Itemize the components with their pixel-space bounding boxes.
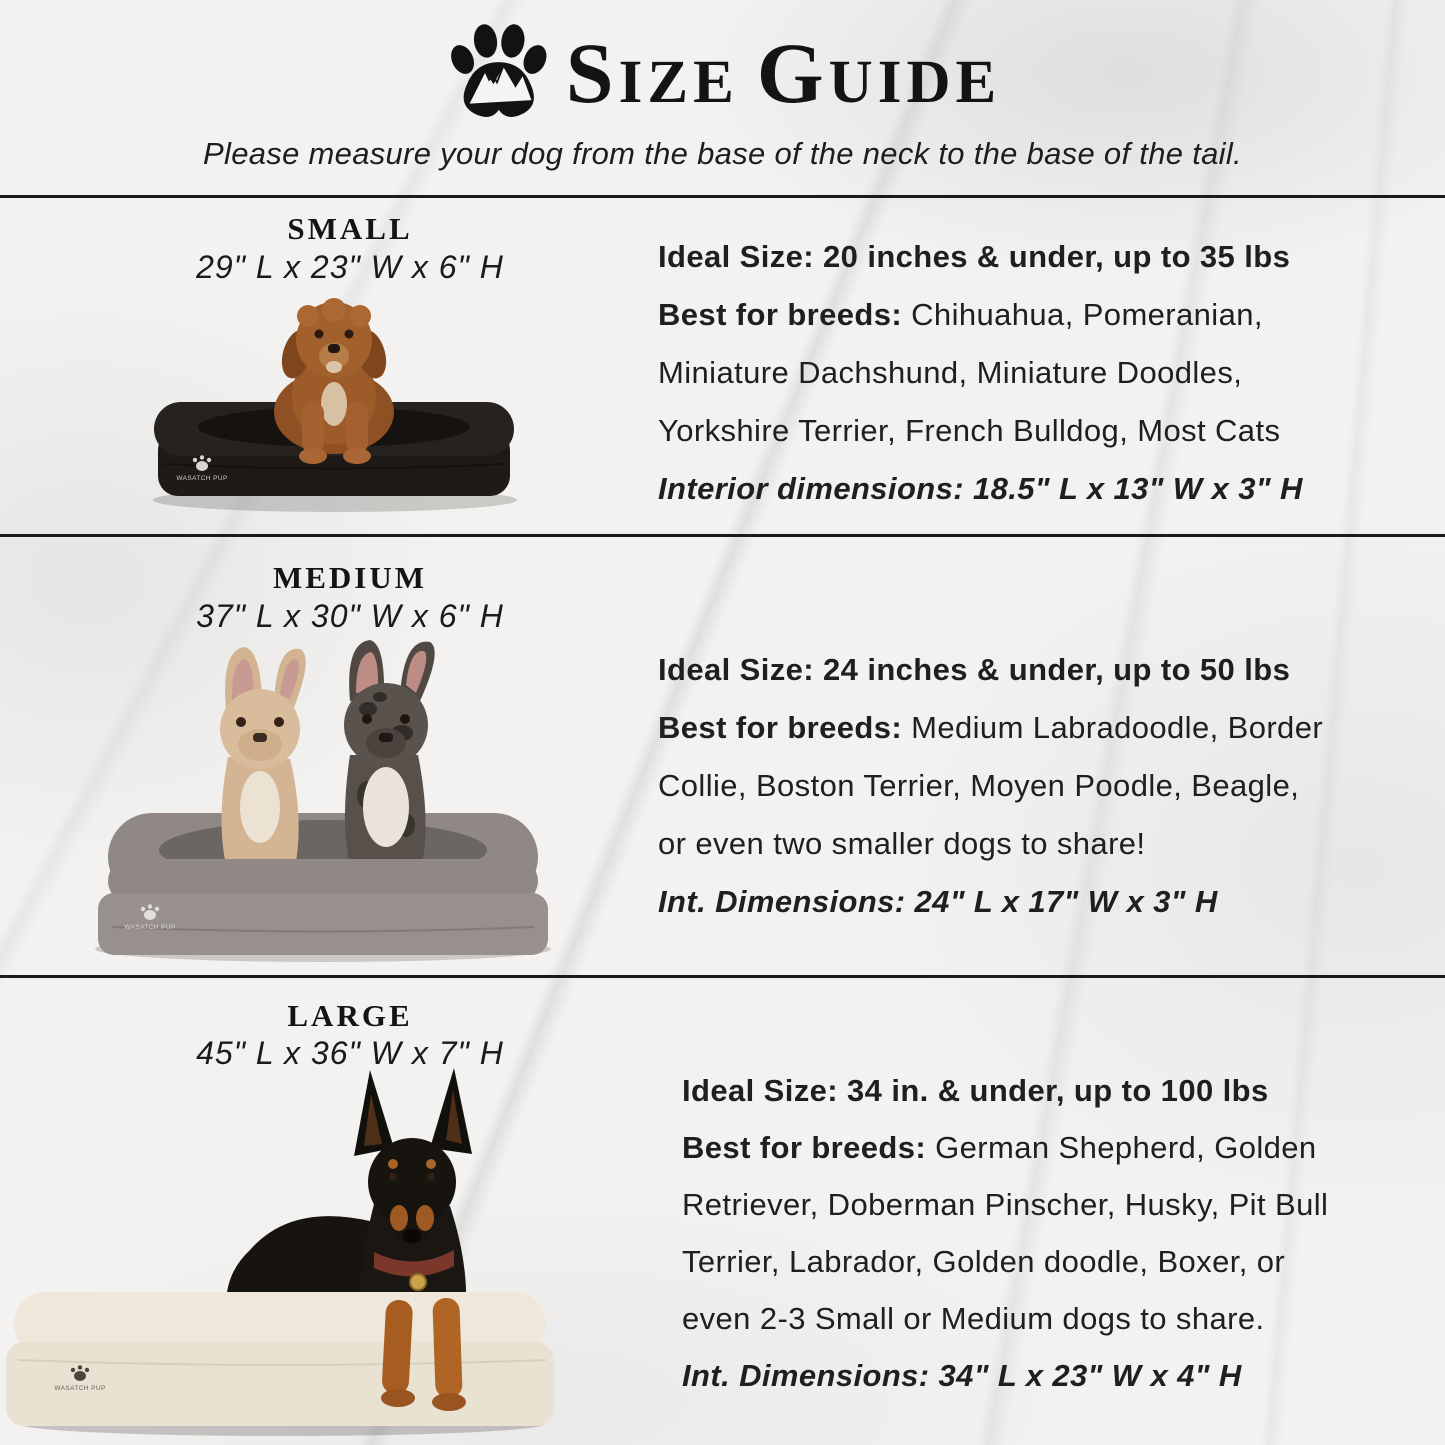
breeds-line: German Shepherd, Golden [935, 1130, 1317, 1165]
medium-bed-photo [88, 635, 558, 967]
breeds-large [682, 1119, 1442, 1347]
ideal-size-medium: Ideal Size: 24 inches & under, up to 50 lbs [658, 652, 1291, 687]
small-info-block [658, 228, 1433, 518]
breeds-line: Terrier, Labrador, Golden doodle, Boxer, or [682, 1244, 1286, 1279]
size-name-small: SMALL [287, 211, 413, 246]
breeds-line: Medium Labradoodle, Border [911, 710, 1324, 745]
svg-text:WASATCH PUP: WASATCH PUP [124, 924, 176, 931]
measuring-instruction: Please measure your dog from the base of the neck to the base of the tail. [203, 136, 1242, 171]
breeds-line: Retriever, Doberman Pinscher, Husky, Pit Bull [682, 1187, 1329, 1222]
svg-text:WASATCH PUP: WASATCH PUP [176, 475, 228, 482]
breeds-line: Chihuahua, Pomeranian, [911, 297, 1263, 332]
cream-bed-icon [6, 1292, 554, 1426]
header [0, 0, 1445, 195]
medium-info-block [658, 641, 1433, 931]
doberman-icon [226, 1068, 472, 1326]
small-dog-icon [274, 298, 394, 464]
cream-frenchie-icon [220, 647, 306, 873]
large-info-block [682, 1062, 1442, 1404]
small-bed-photo [140, 290, 530, 518]
outer-dimensions-small: 29" L x 23" W x 6" H [196, 249, 504, 285]
section-large [0, 975, 1445, 1445]
section-small [0, 195, 1445, 534]
interior-dimensions-small: Interior dimensions: 18.5" L x 13" W x 3" H [658, 471, 1303, 506]
outer-dimensions-medium: 37" L x 30" W x 6" H [196, 598, 504, 634]
paw-mountain-logo-icon [444, 18, 550, 129]
interior-dimensions-medium: Int. Dimensions: 24" L x 17" W x 3" H [658, 884, 1218, 919]
breeds-line: even 2-3 Small or Medium dogs to share. [682, 1301, 1265, 1336]
breeds-label: Best for breeds: [658, 710, 903, 745]
title-word-guide: GUIDE [756, 25, 1002, 121]
page-title [565, 25, 1002, 121]
ideal-size-small: Ideal Size: 20 inches & under, up to 35 lbs [658, 239, 1291, 274]
interior-dimensions-large: Int. Dimensions: 34" L x 23" W x 4" H [682, 1358, 1242, 1393]
breeds-label: Best for breeds: [682, 1130, 927, 1165]
breeds-line: or even two smaller dogs to share! [658, 826, 1146, 861]
breeds-medium [658, 699, 1433, 873]
breeds-line: Collie, Boston Terrier, Moyen Poodle, Beagle, [658, 768, 1300, 803]
title-word-size: SIZE [565, 25, 739, 121]
outer-dimensions-large: 45" L x 36" W x 7" H [196, 1035, 504, 1071]
breeds-line: Miniature Dachshund, Miniature Doodles, [658, 355, 1243, 390]
merle-frenchie-icon [344, 640, 435, 875]
breeds-label: Best for breeds: [658, 297, 903, 332]
breeds-small [658, 286, 1433, 460]
large-bed-photo [2, 1054, 562, 1440]
size-name-large: LARGE [287, 998, 413, 1033]
ideal-size-large: Ideal Size: 34 in. & under, up to 100 lbs [682, 1073, 1269, 1108]
breeds-line: Yorkshire Terrier, French Bulldog, Most Cats [658, 413, 1281, 448]
svg-text:WASATCH PUP: WASATCH PUP [54, 1385, 106, 1392]
gray-bed-front-icon [98, 859, 548, 955]
section-medium [0, 534, 1445, 975]
size-name-medium: MEDIUM [272, 560, 428, 595]
title-row [444, 16, 1001, 130]
